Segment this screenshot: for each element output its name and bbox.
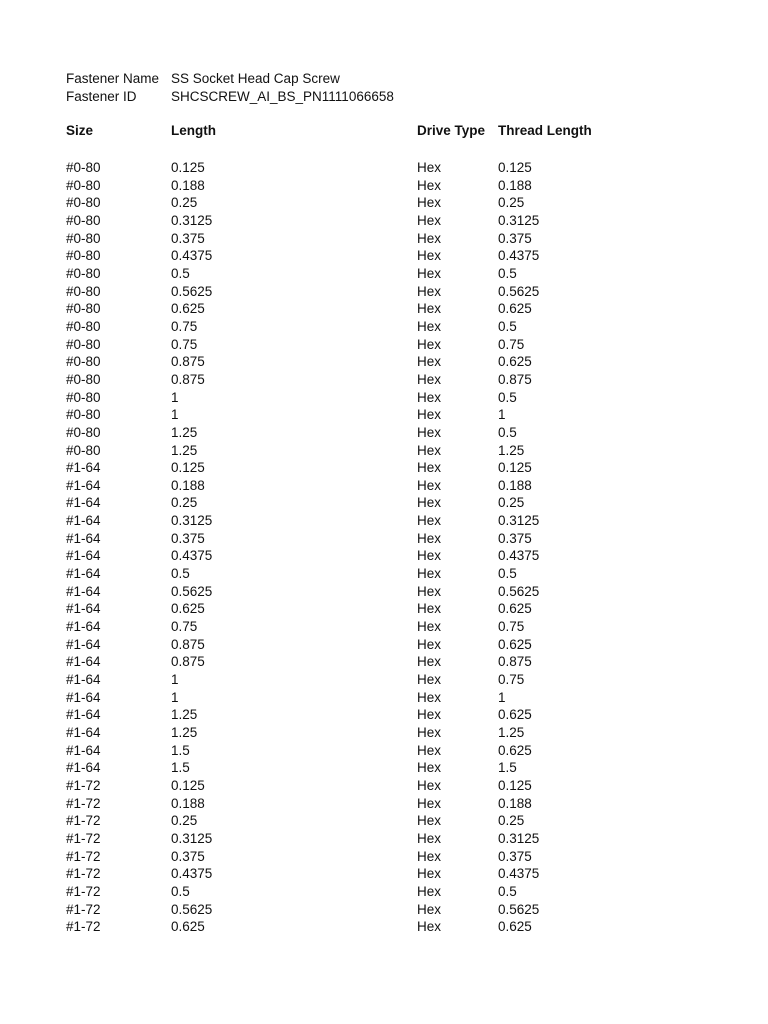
cell-length: 0.188 (171, 177, 205, 193)
table-row (66, 830, 706, 848)
table-row (66, 600, 706, 618)
cell-length: 0.375 (171, 530, 205, 546)
cell-drive-type: Hex (417, 866, 442, 882)
header-size: Size (66, 123, 94, 138)
cell-thread-length: 0.5 (498, 424, 517, 440)
cell-size: #0-80 (66, 195, 101, 211)
cell-size: #1-64 (66, 707, 101, 723)
cell-length: 0.188 (171, 795, 205, 811)
cell-thread-length: 0.625 (498, 636, 532, 652)
cell-length: 0.4375 (171, 866, 213, 882)
cell-length: 0.875 (171, 371, 205, 387)
cell-drive-type: Hex (417, 283, 442, 299)
table-row (66, 265, 706, 283)
table-row (66, 336, 706, 354)
cell-size: #1-72 (66, 919, 101, 935)
cell-drive-type: Hex (417, 495, 442, 511)
cell-drive-type: Hex (417, 177, 442, 193)
cell-length: 1.25 (171, 424, 198, 440)
cell-size: #0-80 (66, 248, 101, 264)
table-row (66, 459, 706, 477)
cell-thread-length: 0.5 (498, 389, 517, 405)
cell-length: 0.4375 (171, 248, 213, 264)
cell-thread-length: 0.375 (498, 848, 532, 864)
cell-thread-length: 0.5 (498, 566, 517, 582)
cell-drive-type: Hex (417, 442, 442, 458)
cell-drive-type: Hex (417, 354, 442, 370)
cell-length: 1 (171, 689, 179, 705)
cell-size: #0-80 (66, 424, 101, 440)
cell-thread-length: 1.25 (498, 442, 525, 458)
cell-drive-type: Hex (417, 689, 442, 705)
cell-thread-length: 0.625 (498, 601, 532, 617)
cell-length: 0.375 (171, 230, 205, 246)
cell-size: #0-80 (66, 442, 101, 458)
cell-length: 1.25 (171, 442, 198, 458)
table-row (66, 848, 706, 866)
cell-length: 0.5625 (171, 901, 213, 917)
cell-thread-length: 0.5 (498, 265, 517, 281)
table-row (66, 812, 706, 830)
cell-thread-length: 1.25 (498, 725, 525, 740)
cell-thread-length: 0.75 (498, 336, 525, 352)
table-row (66, 706, 706, 724)
cell-length: 0.75 (171, 619, 198, 635)
table-row (66, 512, 706, 530)
cell-length: 0.875 (171, 354, 205, 370)
cell-drive-type: Hex (417, 601, 442, 617)
cell-drive-type: Hex (417, 513, 442, 529)
document-page (66, 70, 706, 936)
table-row (66, 212, 706, 230)
cell-thread-length: 0.3125 (498, 513, 540, 529)
cell-thread-length: 0.125 (498, 160, 532, 175)
cell-thread-length: 0.25 (498, 495, 525, 511)
cell-thread-length: 0.188 (498, 795, 532, 811)
cell-drive-type: Hex (417, 901, 442, 917)
table-row (66, 247, 706, 265)
table-row (66, 194, 706, 212)
cell-length: 0.25 (171, 495, 198, 511)
cell-size: #1-72 (66, 813, 101, 829)
cell-drive-type: Hex (417, 619, 442, 635)
header-length: Length (171, 123, 216, 138)
table-row (66, 865, 706, 883)
cell-drive-type: Hex (417, 230, 442, 246)
cell-length: 1 (171, 389, 179, 405)
cell-thread-length: 0.5625 (498, 583, 540, 599)
cell-drive-type: Hex (417, 919, 442, 935)
table-row (66, 636, 706, 654)
table-body (66, 159, 706, 936)
table-row (66, 318, 706, 336)
cell-size: #1-72 (66, 901, 101, 917)
cell-size: #0-80 (66, 371, 101, 387)
cell-length: 0.3125 (171, 830, 213, 846)
cell-length: 0.375 (171, 848, 205, 864)
cell-thread-length: 0.75 (498, 619, 525, 635)
header-drive-type: Drive Type (417, 123, 486, 138)
table-row (66, 759, 706, 777)
cell-size: #1-72 (66, 777, 101, 793)
cell-drive-type: Hex (417, 742, 442, 758)
cell-length: 1.25 (171, 725, 198, 740)
cell-drive-type: Hex (417, 672, 442, 688)
table-row (66, 283, 706, 301)
cell-size: #0-80 (66, 283, 101, 299)
cell-size: #1-64 (66, 619, 101, 635)
cell-length: 0.5 (171, 883, 190, 899)
cell-length: 0.4375 (171, 548, 213, 564)
cell-drive-type: Hex (417, 407, 442, 423)
cell-thread-length: 1 (498, 689, 506, 705)
cell-size: #1-64 (66, 742, 101, 758)
table-row (66, 653, 706, 671)
table-row (66, 406, 706, 424)
table-row (66, 353, 706, 371)
table-row (66, 883, 706, 901)
cell-drive-type: Hex (417, 265, 442, 281)
cell-thread-length: 0.5625 (498, 901, 540, 917)
cell-length: 1.5 (171, 742, 190, 758)
cell-thread-length: 0.625 (498, 301, 532, 317)
table-row (66, 424, 706, 442)
fastener-id-label: Fastener ID (66, 89, 137, 104)
cell-thread-length: 0.188 (498, 177, 532, 193)
cell-drive-type: Hex (417, 336, 442, 352)
cell-length: 0.875 (171, 636, 205, 652)
cell-thread-length: 0.125 (498, 460, 532, 476)
table-row (66, 159, 706, 177)
cell-thread-length: 0.375 (498, 530, 532, 546)
cell-drive-type: Hex (417, 548, 442, 564)
cell-drive-type: Hex (417, 460, 442, 476)
cell-drive-type: Hex (417, 583, 442, 599)
cell-size: #1-64 (66, 725, 101, 740)
fastener-name-value: SS Socket Head Cap Screw (171, 71, 340, 86)
cell-drive-type: Hex (417, 301, 442, 317)
cell-thread-length: 1 (498, 407, 506, 423)
cell-drive-type: Hex (417, 725, 442, 740)
cell-size: #0-80 (66, 301, 101, 317)
table-row (66, 901, 706, 919)
cell-drive-type: Hex (417, 707, 442, 723)
cell-length: 0.125 (171, 777, 205, 793)
cell-thread-length: 0.25 (498, 813, 525, 829)
cell-size: #0-80 (66, 177, 101, 193)
cell-size: #1-64 (66, 566, 101, 582)
cell-thread-length: 0.75 (498, 672, 525, 688)
cell-drive-type: Hex (417, 777, 442, 793)
cell-thread-length: 0.375 (498, 230, 532, 246)
header-thread-length: Thread Length (498, 123, 592, 138)
cell-drive-type: Hex (417, 530, 442, 546)
cell-length: 0.5625 (171, 283, 213, 299)
cell-size: #0-80 (66, 354, 101, 370)
cell-size: #0-80 (66, 336, 101, 352)
cell-length: 0.5625 (171, 583, 213, 599)
cell-thread-length: 0.4375 (498, 866, 540, 882)
cell-length: 0.5 (171, 566, 190, 582)
cell-drive-type: Hex (417, 566, 442, 582)
cell-drive-type: Hex (417, 160, 442, 175)
cell-size: #0-80 (66, 265, 101, 281)
table-row (66, 724, 706, 742)
table-row (66, 177, 706, 195)
cell-size: #0-80 (66, 160, 101, 175)
cell-thread-length: 0.5625 (498, 283, 540, 299)
cell-drive-type: Hex (417, 212, 442, 228)
cell-thread-length: 0.4375 (498, 248, 540, 264)
cell-length: 0.25 (171, 195, 198, 211)
cell-size: #1-72 (66, 848, 101, 864)
cell-size: #1-64 (66, 654, 101, 670)
cell-thread-length: 0.875 (498, 654, 532, 670)
cell-thread-length: 0.875 (498, 371, 532, 387)
cell-drive-type: Hex (417, 760, 442, 776)
cell-drive-type: Hex (417, 830, 442, 846)
cell-thread-length: 0.3125 (498, 212, 540, 228)
cell-drive-type: Hex (417, 654, 442, 670)
cell-length: 1.5 (171, 760, 190, 776)
cell-length: 0.625 (171, 919, 205, 935)
cell-length: 0.3125 (171, 212, 213, 228)
cell-size: #1-64 (66, 636, 101, 652)
cell-size: #1-72 (66, 830, 101, 846)
cell-drive-type: Hex (417, 813, 442, 829)
table-row (66, 230, 706, 248)
cell-drive-type: Hex (417, 636, 442, 652)
cell-thread-length: 0.625 (498, 919, 532, 935)
cell-length: 0.125 (171, 160, 205, 175)
cell-drive-type: Hex (417, 477, 442, 493)
table-row (66, 494, 706, 512)
fastener-name-label: Fastener Name (66, 71, 160, 86)
cell-length: 0.25 (171, 813, 198, 829)
cell-size: #1-64 (66, 477, 101, 493)
cell-drive-type: Hex (417, 883, 442, 899)
cell-length: 1 (171, 672, 179, 688)
cell-drive-type: Hex (417, 195, 442, 211)
cell-thread-length: 0.5 (498, 883, 517, 899)
cell-size: #1-64 (66, 672, 101, 688)
fastener-name-row (66, 70, 706, 88)
cell-length: 0.5 (171, 265, 190, 281)
cell-thread-length: 0.25 (498, 195, 525, 211)
cell-size: #0-80 (66, 230, 101, 246)
cell-length: 1.25 (171, 707, 198, 723)
fastener-id-row (66, 88, 706, 106)
cell-drive-type: Hex (417, 248, 442, 264)
cell-size: #0-80 (66, 212, 101, 228)
cell-drive-type: Hex (417, 848, 442, 864)
cell-thread-length: 1.5 (498, 760, 517, 776)
cell-length: 0.625 (171, 301, 205, 317)
table-row (66, 742, 706, 760)
cell-drive-type: Hex (417, 318, 442, 334)
cell-size: #1-64 (66, 601, 101, 617)
cell-thread-length: 0.5 (498, 318, 517, 334)
cell-drive-type: Hex (417, 795, 442, 811)
table-row (66, 300, 706, 318)
table-row (66, 547, 706, 565)
cell-size: #1-72 (66, 866, 101, 882)
table-row (66, 795, 706, 813)
cell-size: #1-64 (66, 548, 101, 564)
cell-length: 0.75 (171, 336, 198, 352)
cell-size: #1-64 (66, 460, 101, 476)
cell-length: 0.875 (171, 654, 205, 670)
cell-length: 0.188 (171, 477, 205, 493)
table-row (66, 565, 706, 583)
cell-drive-type: Hex (417, 389, 442, 405)
table-row (66, 671, 706, 689)
table-header (66, 122, 706, 140)
cell-length: 0.625 (171, 601, 205, 617)
cell-thread-length: 0.125 (498, 777, 532, 793)
cell-thread-length: 0.188 (498, 477, 532, 493)
cell-thread-length: 0.3125 (498, 830, 540, 846)
cell-thread-length: 0.4375 (498, 548, 540, 564)
fastener-id-value: SHCSCREW_AI_BS_PN1111066658 (171, 89, 394, 104)
cell-size: #1-64 (66, 583, 101, 599)
cell-drive-type: Hex (417, 371, 442, 387)
table-row (66, 918, 706, 936)
cell-thread-length: 0.625 (498, 742, 532, 758)
cell-size: #1-64 (66, 689, 101, 705)
cell-size: #1-64 (66, 530, 101, 546)
table-row (66, 477, 706, 495)
table-row (66, 371, 706, 389)
table-row (66, 583, 706, 601)
cell-size: #0-80 (66, 318, 101, 334)
cell-length: 0.75 (171, 318, 198, 334)
cell-size: #1-64 (66, 513, 101, 529)
table-row (66, 389, 706, 407)
cell-length: 0.3125 (171, 513, 213, 529)
cell-size: #1-72 (66, 795, 101, 811)
cell-length: 0.125 (171, 460, 205, 476)
cell-drive-type: Hex (417, 424, 442, 440)
cell-size: #1-64 (66, 495, 101, 511)
cell-length: 1 (171, 407, 179, 423)
table-row (66, 689, 706, 707)
table-row (66, 777, 706, 795)
cell-thread-length: 0.625 (498, 354, 532, 370)
table-row (66, 530, 706, 548)
cell-size: #1-64 (66, 760, 101, 776)
cell-size: #0-80 (66, 407, 101, 423)
cell-size: #0-80 (66, 389, 101, 405)
table-row (66, 618, 706, 636)
cell-thread-length: 0.625 (498, 707, 532, 723)
cell-size: #1-72 (66, 883, 101, 899)
table-row (66, 442, 706, 460)
